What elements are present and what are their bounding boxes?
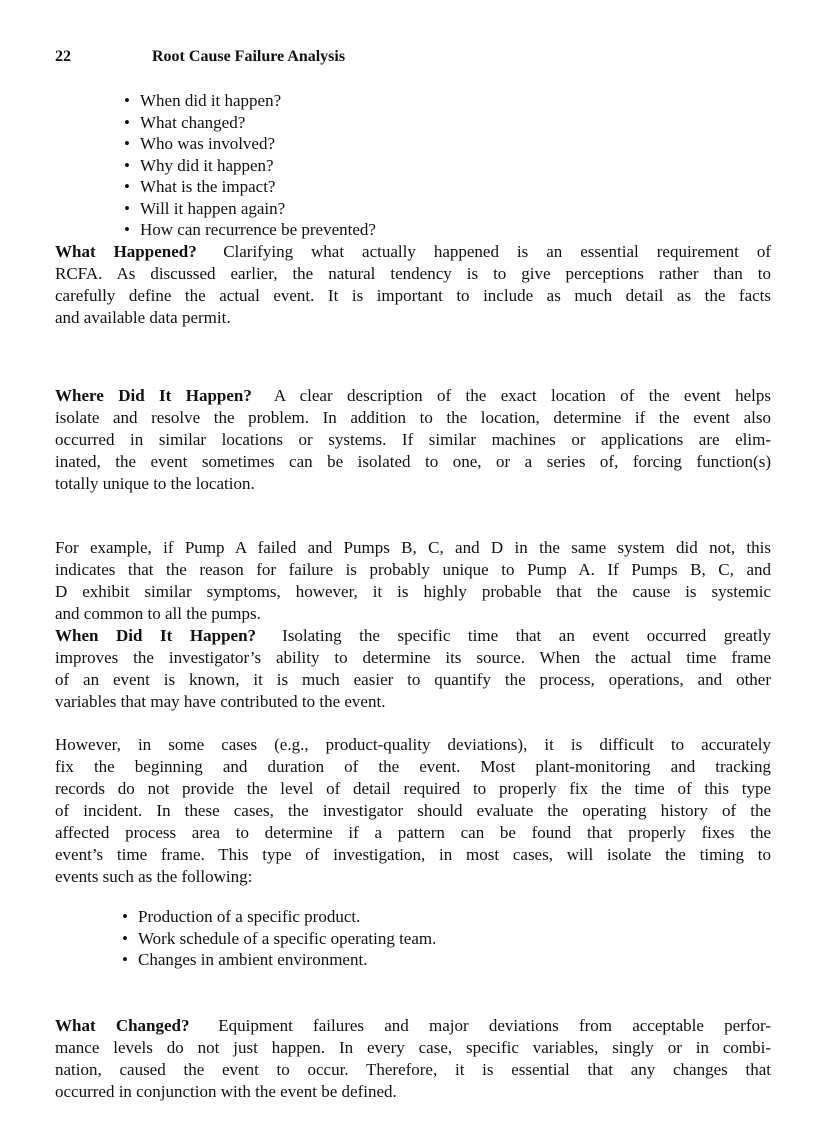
text-line: indicates that the reason for failure is probably unique to Pump A. If Pumps B, C, and — [55, 560, 771, 579]
bullet-item: • Who was involved? — [124, 133, 376, 155]
paragraph — [55, 734, 771, 888]
text-line — [55, 385, 771, 407]
text-line: nation, caused the event to occur. Therefore, it is essential that any changes that — [55, 1060, 771, 1079]
paragraph — [55, 537, 771, 625]
bullet-item: • Why did it happen? — [124, 155, 376, 177]
text-line — [55, 1015, 771, 1037]
paragraph — [55, 385, 771, 495]
text-line: events such as the following: — [55, 867, 253, 886]
text-line: of an event is known, it is much easier to quantify the process, operations, and other — [55, 670, 771, 689]
bullet-item: • What is the impact? — [124, 176, 376, 198]
text-line: variables that may have contributed to the event. — [55, 692, 386, 711]
running-title: Root Cause Failure Analysis — [152, 48, 346, 65]
text-line: However, in some cases (e.g., product-quality deviations), it is difficult to accurately — [55, 735, 771, 754]
page-number: 22 — [55, 48, 71, 65]
bullet-item: • How can recurrence be prevented? — [124, 219, 376, 241]
bullet-item: • What changed? — [124, 112, 376, 134]
text-line: improves the investigator’s ability to determine its source. When the actual time frame — [55, 648, 771, 667]
bullet-item: • Changes in ambient environment. — [122, 949, 436, 971]
text-line: mance levels do not just happen. In every case, specific variables, singly or in combi- — [55, 1038, 771, 1057]
text-line: fix the beginning and duration of the event. Most plant-monitoring and tracking — [55, 757, 771, 776]
line-text: Equipment failures and major deviations from acceptable perfor- — [218, 1016, 771, 1035]
text-line: event’s time frame. This type of investigation, in most cases, will isolate the timing to — [55, 845, 771, 864]
paragraph-heading: Where Did It Happen? — [55, 386, 252, 405]
text-line: isolate and resolve the problem. In addition to the location, determine if the event also — [55, 408, 771, 427]
text-line: and common to all the pumps. — [55, 604, 261, 623]
text-line: totally unique to the location. — [55, 474, 255, 493]
text-line: carefully define the actual event. It is important to include as much detail as the facts — [55, 286, 771, 305]
text-line: occurred in conjunction with the event be defined. — [55, 1082, 397, 1101]
text-line: D exhibit similar symptoms, however, it is highly probable that the cause is systemic — [55, 582, 771, 601]
text-line: of incident. In these cases, the investigator should evaluate the operating history of the — [55, 801, 771, 820]
paragraph-heading: When Did It Happen? — [55, 626, 257, 645]
paragraph — [55, 625, 771, 713]
text-line — [55, 625, 771, 647]
bullet-list-events — [122, 906, 436, 971]
text-line: For example, if Pump A failed and Pumps B, C, and D in the same system did not, this — [55, 538, 771, 557]
text-line: and available data permit. — [55, 308, 231, 327]
bullet-item: • Production of a specific product. — [122, 906, 436, 928]
text-line: records do not provide the level of detail required to properly fix the time of this type — [55, 779, 771, 798]
bullet-item: • Will it happen again? — [124, 198, 376, 220]
text-line: occurred in similar locations or systems. If similar machines or applications are elim- — [55, 430, 771, 449]
paragraph-heading: What Changed? — [55, 1016, 190, 1035]
bullet-item: • Work schedule of a specific operating team. — [122, 928, 436, 950]
paragraph — [55, 1015, 771, 1103]
bullet-list-questions — [124, 90, 376, 241]
text-line: RCFA. As discussed earlier, the natural tendency is to give perceptions rather than to — [55, 264, 771, 283]
text-line: inated, the event sometimes can be isolated to one, or a series of, forcing function(s) — [55, 452, 771, 471]
line-text: Clarifying what actually happened is an essential requirement of — [223, 242, 771, 261]
line-text: Isolating the specific time that an event occurred greatly — [282, 626, 772, 645]
paragraph — [55, 241, 771, 329]
line-text: A clear description of the exact location of the event helps — [273, 386, 772, 405]
text-line: affected process area to determine if a pattern can be found that properly fixes the — [55, 823, 771, 842]
bullet-item: • When did it happen? — [124, 90, 376, 112]
text-line — [55, 241, 771, 263]
paragraph-heading: What Happened? — [55, 242, 197, 261]
